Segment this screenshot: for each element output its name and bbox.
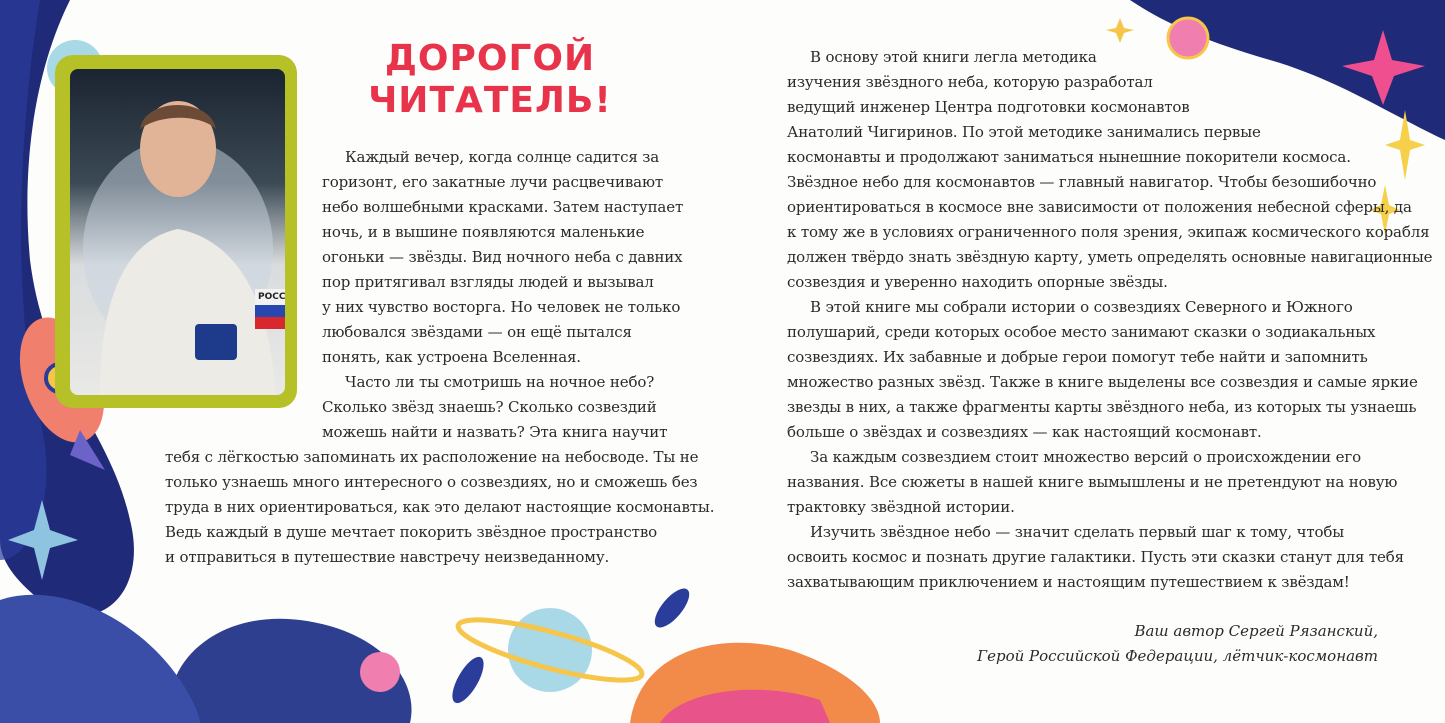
- signature-title: Герой Российской Федерации, лётчик-космонавт: [977, 647, 1378, 665]
- text-line: ведущий инженер Центра подготовки космонавтов: [787, 98, 1190, 116]
- text-line: у них чувство восторга. Но человек не только: [322, 298, 681, 316]
- text-line: Ведь каждый в душе мечтает покорить звёздное пространство: [165, 523, 657, 541]
- text-line: За каждым созвездием стоит множество версий о происхождении его: [810, 448, 1361, 466]
- text-line: трактовку звёздной истории.: [787, 498, 1015, 516]
- text-line: огоньки — звёзды. Вид ночного неба с давних: [322, 248, 683, 266]
- text-line: можешь найти и назвать? Эта книга научит: [322, 423, 668, 441]
- text-line: больше о звёздах и созвездиях — как настоящий космонавт.: [787, 423, 1262, 441]
- text-line: труда в них ориентироваться, как это делают настоящие космонавты.: [165, 498, 715, 516]
- text-line: Анатолий Чигиринов. По этой методике занимались первые: [787, 123, 1261, 141]
- text-line: тебя с лёгкостью запоминать их расположение на небосводе. Ты не: [165, 448, 699, 466]
- text-line: любовался звёздами — он ещё пытался: [322, 323, 632, 341]
- text-line: небо волшебными красками. Затем наступает: [322, 198, 684, 216]
- text-line: захватывающим приключением и настоящим путешествием к звёздам!: [787, 573, 1350, 591]
- text-line: В этой книге мы собрали истории о созвездиях Северного и Южного: [810, 298, 1353, 316]
- text-line: Каждый вечер, когда солнце садится за: [345, 148, 660, 166]
- signature-author: Ваш автор Сергей Рязанский,: [1134, 622, 1378, 640]
- text-line: полушарий, среди которых особое место занимают сказки о зодиакальных: [787, 323, 1376, 341]
- ringed-planet-icon: [508, 608, 592, 692]
- text-line: Сколько звёзд знаешь? Сколько созвездий: [322, 398, 657, 416]
- text-line: множество разных звёзд. Также в книге выделены все созвездия и самые яркие: [787, 373, 1418, 391]
- text-line: созвездиях. Их забавные и добрые герои помогут тебе найти и запомнить: [787, 348, 1368, 366]
- text-line: пор притягивал взгляды людей и вызывал: [322, 273, 654, 291]
- text-line: названия. Все сюжеты в нашей книге вымышлены и не претендуют на новую: [787, 473, 1398, 491]
- pink-planet-icon: [360, 652, 400, 692]
- astronaut-photo: [70, 69, 285, 395]
- text-line: космонавты и продолжают заниматься нынешние покорители космоса.: [787, 148, 1351, 166]
- text-line: изучения звёздного неба, которую разработал: [787, 73, 1153, 91]
- text-line: Звёздное небо для космонавтов — главный навигатор. Чтобы безошибочно: [787, 173, 1377, 191]
- text-line: горизонт, его закатные лучи расцвечивают: [322, 173, 663, 191]
- page-title-line1: ДОРОГОЙ: [384, 38, 596, 79]
- pink-sun-icon: [1168, 18, 1208, 58]
- text-line: понять, как устроена Вселенная.: [322, 348, 581, 366]
- text-line: должен твёрдо знать звёздную карту, уметь определять основные навигационные: [787, 248, 1433, 266]
- text-line: к тому же в условиях ограниченного поля зрения, экипаж космического корабля: [787, 223, 1430, 241]
- text-line: только узнаешь много интересного о созвездиях, но и сможешь без: [165, 473, 698, 491]
- yellow-star-icon: [1106, 18, 1134, 43]
- text-line: В основу этой книги легла методика: [810, 48, 1097, 66]
- text-line: звезды в них, а также фрагменты карты звёздного неба, из которых ты узнаешь: [787, 398, 1417, 416]
- text-line: Часто ли ты смотришь на ночное небо?: [345, 373, 655, 391]
- text-line: Изучить звёздное небо — значит сделать первый шаг к тому, чтобы: [810, 523, 1345, 541]
- astronaut-photo-frame: [55, 55, 297, 408]
- text-line: созвездия и уверенно находить опорные звёзды.: [787, 273, 1168, 291]
- text-line: освоить космос и познать другие галактики. Пусть эти сказки станут для тебя: [787, 548, 1404, 566]
- patch-text: РОСС: [258, 292, 285, 302]
- text-line: ночь, и в вышине появляются маленькие: [322, 223, 645, 241]
- page-title-line2: ЧИТАТЕЛЬ!: [368, 80, 612, 121]
- text-line: и отправиться в путешествие навстречу неизведанному.: [165, 548, 610, 566]
- text-line: ориентироваться в космосе вне зависимости от положения небесной сферы, да: [787, 198, 1412, 216]
